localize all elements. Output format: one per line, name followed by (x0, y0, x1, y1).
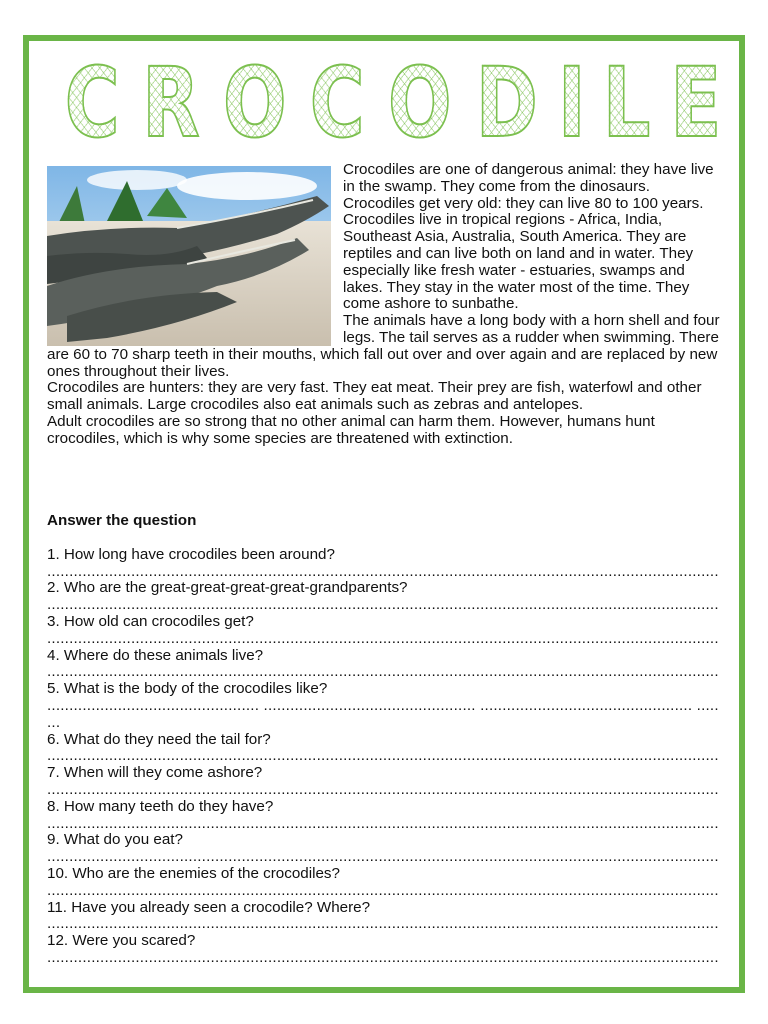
answer-line[interactable]: ........................................................................................................................................................ (47, 916, 719, 933)
answer-line[interactable]: ........................................................................................................................................................ (47, 781, 719, 798)
question-text: 9. What do you eat? (47, 831, 183, 849)
section-heading: Answer the question (47, 512, 197, 529)
question-text: 3. How old can crocodiles get? (47, 612, 254, 630)
question-item (47, 580, 723, 614)
page-title (57, 47, 729, 159)
answer-line[interactable]: ........................................................................................................................................................ (47, 949, 719, 966)
answer-line[interactable]: ........................................................................................................................................................ (47, 630, 719, 647)
title-letter: I (557, 47, 586, 159)
answer-line[interactable]: ........................................................................................................................................................ (47, 815, 719, 832)
title-letter: C (310, 47, 366, 159)
paragraph: Adult crocodiles are so strong that no other animal can harm them. However, humans hunt crocodiles, which is why some species are threatened with extinction. (47, 412, 655, 447)
question-item (47, 900, 723, 934)
paragraph: Crocodiles are hunters: they are very fast. They eat meat. Their prey are fish, waterfowl and other small animals. Large crocodiles also eat animals such as zebras and antelopes. (47, 379, 702, 414)
title-letter: O (388, 47, 452, 159)
title-letter: D (476, 47, 539, 159)
title-letter: C (64, 47, 120, 159)
paragraph: The animals have a long body with a horn shell and four legs. The tail serves as a rudder when swimming. There are 60 to 70 sharp teeth in their mouths, which fall out over and over again and are replaced by new ones throughout their lives. (47, 312, 720, 380)
question-text: 1. How long have crocodiles been around? (47, 545, 335, 563)
answer-line[interactable]: ........................................................................................................................................................ (47, 563, 719, 580)
answer-line[interactable]: ........................................................................................................................................................ (47, 849, 719, 866)
title-letter: E (670, 47, 722, 159)
question-item (47, 614, 723, 648)
question-item (47, 648, 723, 682)
title-letter: R (142, 47, 200, 159)
question-text: 7. When will they come ashore? (47, 764, 263, 782)
paragraph: Crocodiles live in tropical regions - Africa, India, Southeast Asia, Australia, South America. They are reptiles and can live both on land and in water. They especially like fresh water - estuaries, swamps and lakes. They stay in the water most of the time. They come ashore to sunbathe. (343, 211, 694, 313)
question-item (47, 866, 723, 900)
question-item (47, 547, 723, 581)
answer-line[interactable]: ........................................................................................................................................................ (47, 664, 719, 681)
photo-spacer (47, 162, 343, 346)
title-letter: O (223, 47, 287, 159)
answer-line[interactable]: ........................................................................................................................................................ (47, 748, 719, 765)
question-item (47, 832, 723, 866)
answer-line[interactable]: ........................................................................................................................................................ (47, 597, 719, 614)
question-text: 8. How many teeth do they have? (47, 797, 274, 815)
question-text: 4. Where do these animals live? (47, 646, 264, 664)
question-item (47, 933, 723, 967)
question-text: 10. Who are the enemies of the crocodiles? (47, 864, 340, 882)
question-item (47, 732, 723, 766)
answer-line[interactable]: ................................................ ................................................ ................................................ ..... (47, 697, 719, 714)
question-text: 11. Have you already seen a crocodile? Where? (47, 898, 371, 916)
question-item (47, 681, 723, 731)
question-item (47, 799, 723, 833)
worksheet-frame (23, 35, 745, 993)
title-letter: L (602, 47, 651, 159)
paragraph: Crocodiles get very old: they can live 80 to 100 years. (343, 194, 704, 212)
question-text: 2. Who are the great-great-great-great-grandparents? (47, 579, 408, 597)
question-text: 12. Were you scared? (47, 932, 196, 950)
answer-line-continued[interactable]: ... (47, 714, 61, 731)
question-item (47, 765, 723, 799)
question-text: 5. What is the body of the crocodiles like? (47, 680, 328, 698)
answer-line[interactable]: ........................................................................................................................................................ (47, 882, 719, 899)
question-text: 6. What do they need the tail for? (47, 730, 271, 748)
reading-text (47, 162, 723, 448)
question-section (47, 496, 723, 967)
paragraph: Crocodiles are one of dangerous animal: they have live in the swamp. They come from the dinosaurs. (343, 161, 714, 195)
